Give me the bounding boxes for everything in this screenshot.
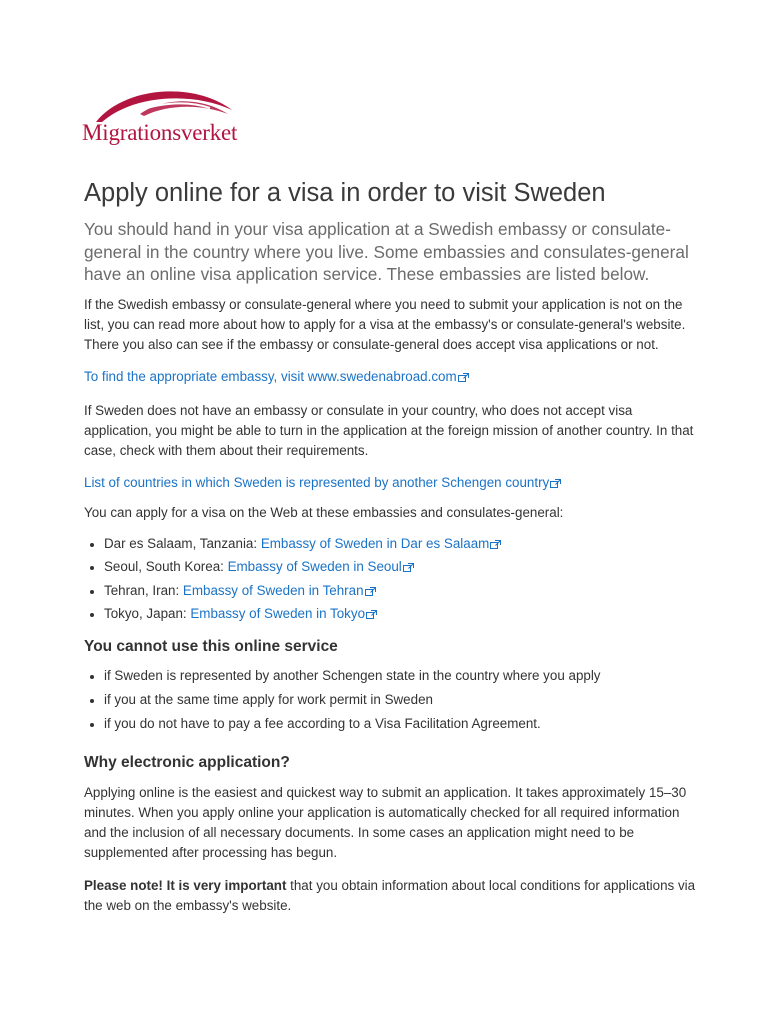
list-item: • Tehran, Iran: Embassy of Sweden in Tehran bbox=[104, 579, 696, 603]
schengen-countries-link[interactable]: List of countries in which Sweden is represented by another Schengen country bbox=[84, 474, 550, 490]
list-item: • if you do not have to pay a fee according to a Visa Facilitation Agreement. bbox=[104, 712, 696, 736]
logo-text: Migrationsverket bbox=[82, 120, 238, 145]
external-link-icon bbox=[403, 563, 414, 572]
info-paragraph: If the Swedish embassy or consulate-general where you need to submit your application is not on the list, you can read more about how to apply for a visa at the embassy's or consulate-general's website. There you also can see if the embassy or consulate-general does accept visa applications or not. bbox=[84, 296, 686, 352]
cannot-use-list bbox=[84, 664, 696, 736]
logo-arch-icon bbox=[82, 84, 244, 124]
external-link-icon bbox=[365, 587, 376, 596]
external-link-icon bbox=[490, 540, 501, 549]
embassy-seoul-link[interactable]: Embassy of Sweden in Seoul bbox=[227, 559, 402, 574]
external-link-icon bbox=[458, 373, 469, 382]
main-content bbox=[84, 176, 696, 916]
embassy-list bbox=[84, 532, 696, 626]
list-item: • if Sweden is represented by another Schengen state in the country where you apply bbox=[104, 664, 696, 688]
embassy-tehran-link[interactable]: Embassy of Sweden in Tehran bbox=[182, 582, 364, 598]
external-link-icon bbox=[366, 610, 377, 619]
list-item: • Dar es Salaam, Tanzania: Embassy of Sweden in Dar es Salaam bbox=[104, 532, 696, 556]
find-embassy-link[interactable]: To find the appropriate embassy, visit www.swedenabroad.com bbox=[84, 368, 457, 384]
external-link-icon bbox=[550, 479, 561, 488]
page-title: Apply online for a visa in order to visit Sweden bbox=[84, 179, 606, 207]
embassy-dar-es-salaam-link[interactable]: Embassy of Sweden in Dar es Salaam bbox=[260, 535, 490, 551]
note-emphasis: Please note! It is very important bbox=[84, 877, 287, 893]
migrationsverket-logo[interactable] bbox=[82, 84, 244, 146]
list-item: • Seoul, South Korea: Embassy of Sweden in Seoul bbox=[104, 555, 696, 579]
why-electronic-heading: Why electronic application? bbox=[84, 753, 290, 771]
find-embassy-line bbox=[84, 367, 696, 387]
why-electronic-paragraph: Applying online is the easiest and quickest way to submit an application. It takes approximately 15–30 minutes. When you apply online your application is automatically checked for all required information and the inclusion of all necessary documents. In some cases an application might need to be supplemented after processing has begun. bbox=[84, 784, 687, 860]
lead-paragraph: You should hand in your visa application at a Swedish embassy or consulate-general in the country where you live. Some embassies and consulates-general have an online visa application service. These embassies are listed below. bbox=[84, 219, 689, 284]
countries-line bbox=[84, 473, 696, 493]
embassy-tokyo-link[interactable]: Embassy of Sweden in Tokyo bbox=[190, 606, 366, 621]
note-paragraph: Please note! It is very important that you obtain information about local conditions for applications via the web on the embassy's website. bbox=[84, 877, 696, 913]
apply-web-paragraph: You can apply for a visa on the Web at these embassies and consulates-general: bbox=[84, 504, 564, 520]
cannot-use-heading: You cannot use this online service bbox=[84, 637, 338, 655]
no-embassy-paragraph: If Sweden does not have an embassy or consulate in your country, who does not accept visa application, you might be able to turn in the application at the foreign mission of another country. In that case, check with them about their requirements. bbox=[84, 402, 694, 458]
list-item: • Tokyo, Japan: Embassy of Sweden in Tokyo bbox=[104, 602, 696, 626]
list-item: • if you at the same time apply for work permit in Sweden bbox=[104, 688, 696, 712]
